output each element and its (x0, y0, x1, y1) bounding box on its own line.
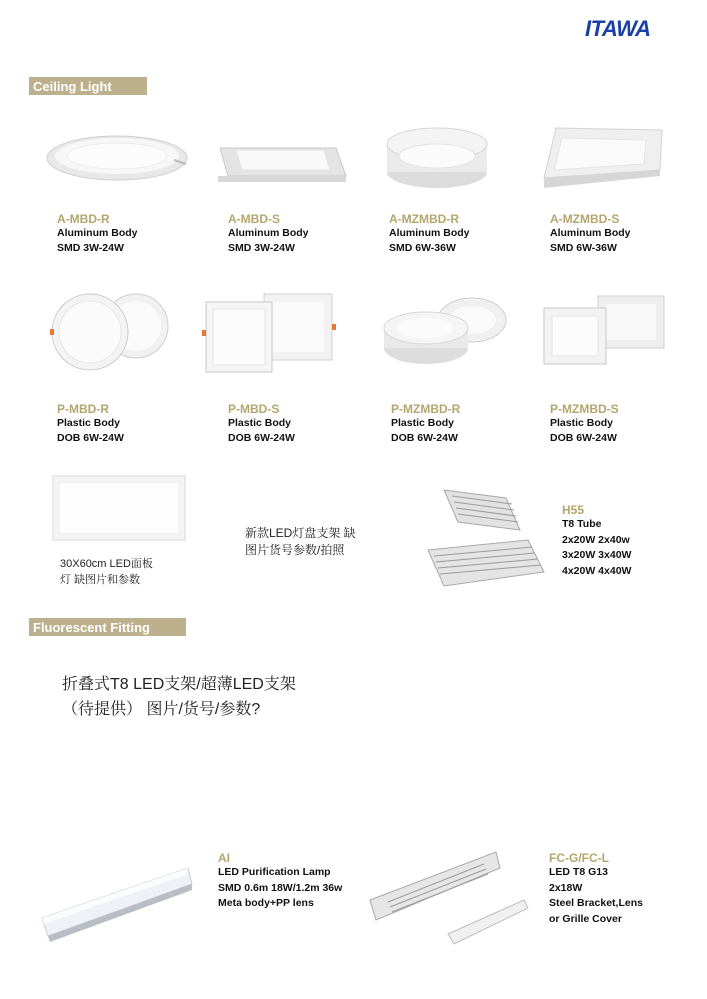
product-spec: 4x20W 4x40W (562, 564, 632, 577)
product-code: P-MZMBD-R (391, 402, 461, 416)
note-line: 图片货号参数/拍照 (245, 543, 345, 557)
product-spec: Meta body+PP lens (218, 897, 314, 909)
product-image-a-mzmbd-s (536, 124, 666, 196)
product-spec: T8 Tube (562, 518, 602, 530)
note-led-bracket (245, 525, 356, 559)
note-line: 新款LED灯盘支架 缺 (245, 526, 356, 540)
product-a-mzmbd-r (389, 212, 470, 256)
product-image-h55 (424, 486, 548, 600)
product-spec: DOB 6W-24W (57, 432, 124, 444)
product-spec: Aluminum Body (228, 227, 309, 239)
product-spec: Aluminum Body (550, 227, 631, 239)
product-code: A-MZMBD-R (389, 212, 459, 226)
product-spec: SMD 0.6m 18W/1.2m 36w (218, 881, 343, 894)
product-code: AI (218, 851, 230, 865)
product-code: A-MZMBD-S (550, 212, 620, 226)
product-image-a-mzmbd-r (384, 126, 490, 190)
product-a-mzmbd-s (550, 212, 631, 256)
product-spec: DOB 6W-24W (228, 432, 295, 444)
product-image-a-mbd-r (44, 128, 190, 184)
product-p-mbd-r (57, 402, 124, 446)
product-p-mzmbd-s (550, 402, 619, 446)
product-a-mbd-s (228, 212, 309, 256)
product-spec: SMD 6W-36W (389, 242, 456, 254)
product-spec: Plastic Body (228, 417, 292, 429)
product-ai (218, 851, 342, 912)
product-image-led-panel (52, 475, 186, 541)
product-spec: Plastic Body (550, 417, 614, 429)
product-image-p-mbd-s (202, 292, 338, 374)
note-led-panel (60, 556, 153, 588)
section-header-fluorescent-fitting: Fluorescent Fitting (29, 618, 186, 636)
product-spec: 3x20W 3x40W (562, 549, 632, 561)
note-line: 30X60cm LED面板 (60, 558, 153, 570)
product-image-fc (368, 850, 530, 946)
product-p-mzmbd-r (391, 402, 460, 446)
product-spec: Plastic Body (391, 417, 455, 429)
product-spec: LED Purification Lamp (218, 866, 331, 878)
product-spec: SMD 3W-24W (228, 242, 295, 254)
product-spec: 2x18W (549, 881, 583, 894)
product-p-mbd-s (228, 402, 295, 446)
product-image-p-mzmbd-r (382, 294, 508, 366)
product-code: H55 (562, 503, 585, 517)
product-spec: 2x20W 2x40w (562, 533, 630, 546)
product-spec: DOB 6W-24W (391, 432, 458, 444)
product-spec: DOB 6W-24W (550, 432, 617, 444)
product-code: P-MZMBD-S (550, 402, 619, 416)
note-line: （待提供） 图片/货号/参数? (62, 701, 261, 718)
product-image-p-mzmbd-s (540, 294, 666, 366)
note-line: 灯 缺图片和参数 (60, 574, 141, 586)
product-spec: Aluminum Body (57, 227, 138, 239)
product-h55 (562, 503, 631, 579)
product-spec: SMD 3W-24W (57, 242, 124, 254)
product-code: FC-G/FC-L (549, 851, 609, 865)
product-spec: LED T8 G13 (549, 866, 608, 878)
note-fitting-pending (62, 672, 296, 722)
product-spec: or Grille Cover (549, 912, 622, 925)
note-line: 折叠式T8 LED支架/超薄LED支架 (62, 676, 296, 693)
product-spec: SMD 6W-36W (550, 242, 617, 254)
product-code: P-MBD-S (228, 402, 280, 416)
product-spec: Steel Bracket,Lens (549, 897, 643, 909)
product-fc (549, 851, 643, 927)
product-image-ai (36, 858, 194, 944)
product-image-p-mbd-r (50, 292, 172, 372)
product-spec: Aluminum Body (389, 227, 470, 239)
product-image-a-mbd-s (216, 128, 350, 186)
brand-logo: ITAWA (585, 16, 651, 41)
product-code: A-MBD-R (57, 212, 110, 226)
product-code: A-MBD-S (228, 212, 280, 226)
product-a-mbd-r (57, 212, 138, 256)
section-header-ceiling-light: Ceiling Light (29, 77, 147, 95)
product-spec: Plastic Body (57, 417, 121, 429)
product-code: P-MBD-R (57, 402, 109, 416)
